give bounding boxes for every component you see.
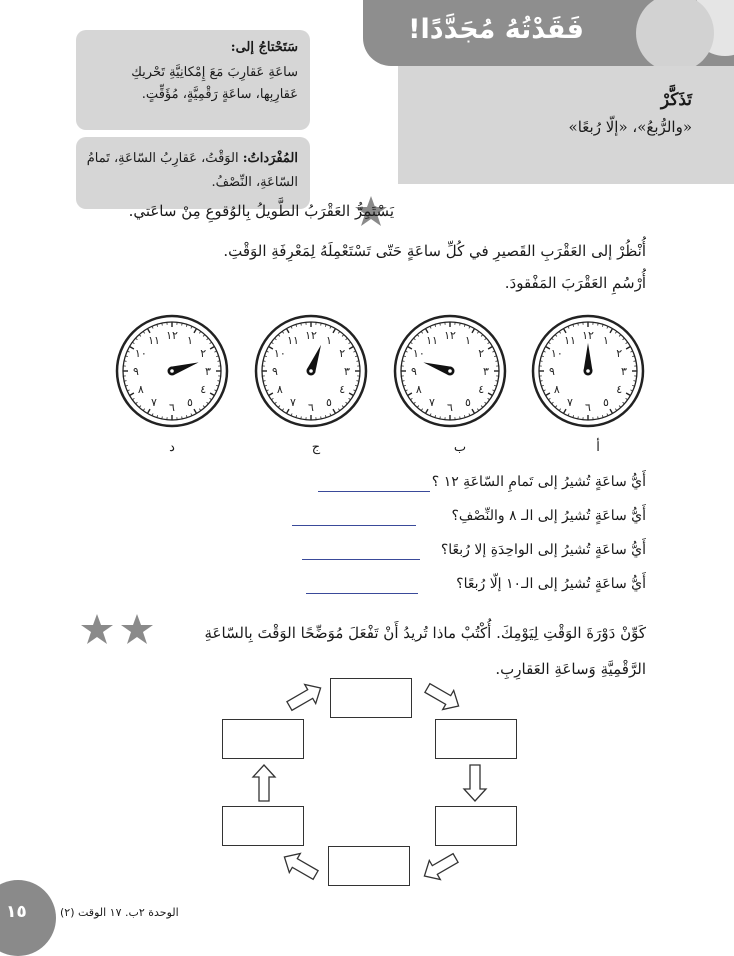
clock-numeral: ٨ bbox=[554, 383, 560, 396]
instruction-line-2: أُنْظُرْ إلى العَقْرَبِ القَصيرِ في كُلِّ ساعَةٍ حَتّى تَسْتَعْمِلَهُ لِمَعْرِفَةِ الوَقْتِ. bbox=[223, 242, 646, 260]
arrow-icon bbox=[419, 848, 461, 885]
page-number: ١٥ bbox=[6, 902, 27, 922]
clock-numeral: ٤ bbox=[616, 383, 622, 396]
clock-numeral: ١٠ bbox=[413, 347, 425, 360]
remember-text: «والرُّبعُ»، «إلّا رُبعًا» bbox=[569, 118, 692, 136]
clock-numeral: ٨ bbox=[277, 383, 283, 396]
materials-title: سَتَحْتاجُ إلى: bbox=[231, 40, 298, 55]
arrow-icon bbox=[253, 765, 275, 801]
clock-label-b: ب bbox=[450, 440, 470, 455]
clock-numeral: ٦ bbox=[308, 401, 314, 414]
clock-label-c: ج bbox=[306, 440, 326, 455]
clock-numeral: ٥ bbox=[465, 396, 471, 409]
remember-title: تَذَكَّرْ bbox=[661, 90, 692, 110]
clock-numeral: ٦ bbox=[585, 401, 591, 414]
clock-label-d: د bbox=[162, 440, 182, 455]
clock-numeral: ١٠ bbox=[135, 347, 147, 360]
clock-numeral: ٩ bbox=[411, 365, 417, 378]
clock-numeral: ٨ bbox=[138, 383, 144, 396]
arrow-icon bbox=[284, 678, 326, 715]
clock-numeral: ٢ bbox=[200, 347, 206, 360]
task-line-1: كَوِّنْ دَوْرَةَ الوَقْتِ لِيَوْمِكَ. أُكْتُبْ ماذا تُريدُ أَنْ تَفْعَلَ مُوَضِّحًا الوَقْتَ بِالسّاعَةِ bbox=[204, 624, 646, 642]
clock-numeral: ١٢ bbox=[166, 329, 178, 342]
clock-numeral: ٨ bbox=[416, 383, 422, 396]
arrow-icon bbox=[279, 847, 321, 884]
clock-numeral: ٢ bbox=[339, 347, 345, 360]
clock-numeral: ٧ bbox=[567, 396, 573, 409]
clock-numeral: ٤ bbox=[200, 383, 206, 396]
clock-numeral: ٦ bbox=[447, 401, 453, 414]
clock-numeral: ٥ bbox=[326, 396, 332, 409]
page-title: فَقَدْتُهُ مُجَدَّدًا! bbox=[408, 14, 584, 45]
clock-numeral: ٩ bbox=[549, 365, 555, 378]
clock-numeral: ١١ bbox=[148, 334, 160, 347]
arrow-icon bbox=[422, 678, 464, 715]
clock-numeral: ٣ bbox=[205, 365, 211, 378]
clock-numeral: ٢ bbox=[478, 347, 484, 360]
clock-numeral: ٧ bbox=[151, 396, 157, 409]
clock-numeral: ١١ bbox=[426, 334, 438, 347]
clock-numeral: ٩ bbox=[272, 365, 278, 378]
clock-numeral: ٣ bbox=[483, 365, 489, 378]
clock-numeral: ١٢ bbox=[582, 329, 594, 342]
instruction-line-3: أُرْسُمِ العَقْرَبَ المَفْقودَ. bbox=[505, 274, 646, 292]
question-4: أَيُّ ساعَةٍ تُشيرُ إلى الـ١٠ إلّا رُبعًا؟ bbox=[456, 576, 646, 592]
clock-numeral: ١ bbox=[187, 334, 193, 347]
clock-numeral: ٥ bbox=[187, 396, 193, 409]
clock-numeral: ١٢ bbox=[305, 329, 317, 342]
question-1: أَيُّ ساعَةٍ تُشيرُ إلى تَمامِ السّاعَةِ ١٢ ؟ bbox=[432, 474, 646, 490]
vocabulary-title: المُفْرَداتُ: bbox=[243, 151, 298, 166]
task-line-2: الرَّقْمِيَّةِ وَساعَةِ العَقارِبِ. bbox=[495, 660, 646, 678]
arrow-icon bbox=[464, 765, 486, 801]
clock-numeral: ٧ bbox=[290, 396, 296, 409]
clock-numeral: ١١ bbox=[564, 334, 576, 347]
clock-numeral: ٢ bbox=[616, 347, 622, 360]
question-2: أَيُّ ساعَةٍ تُشيرُ إلى الـ ٨ والنِّصْفِ؟ bbox=[451, 508, 646, 524]
instruction-line-1: يَسْتَمِرُّ العَقْرَبُ الطَّويلُ بِالوُقوعِ مِنْ ساعَتي. bbox=[129, 202, 394, 220]
clock-numeral: ١٢ bbox=[444, 329, 456, 342]
clock-numeral: ٦ bbox=[169, 401, 175, 414]
materials-text: ساعَةِ عَقارِبَ مَعَ إِمْكانِيَّةِ تَحْريكِ عَقارِبِها، ساعَةٍ رَقْمِيَّةٍ، مُؤَقِّتٍ. bbox=[86, 62, 298, 106]
clock-numeral: ١ bbox=[465, 334, 471, 347]
clock-label-a: أ bbox=[588, 440, 608, 455]
footer-unit-text: الوحدة ٢ب. ١٧ الوقت (٢) bbox=[60, 906, 179, 919]
clock-numeral: ٩ bbox=[133, 365, 139, 378]
clock-numeral: ٣ bbox=[344, 365, 350, 378]
clock-numeral: ٤ bbox=[339, 383, 345, 396]
clock-numeral: ٤ bbox=[478, 383, 484, 396]
vocabulary-text: الوَقْتُ، عَقارِبُ السّاعَةِ، تَمامُ السّاعَةِ، النِّصْفُ. bbox=[87, 151, 298, 190]
clock-numeral: ١ bbox=[326, 334, 332, 347]
clock-numeral: ١٠ bbox=[551, 347, 563, 360]
clock-numeral: ٣ bbox=[621, 365, 627, 378]
question-3: أَيُّ ساعَةٍ تُشيرُ إلى الواحِدَةِ إلا رُبعًا؟ bbox=[441, 542, 646, 558]
clock-numeral: ١١ bbox=[287, 334, 299, 347]
clock-numeral: ٥ bbox=[603, 396, 609, 409]
clock-numeral: ١٠ bbox=[274, 347, 286, 360]
clock-numeral: ٧ bbox=[429, 396, 435, 409]
clock-numeral: ١ bbox=[603, 334, 609, 347]
